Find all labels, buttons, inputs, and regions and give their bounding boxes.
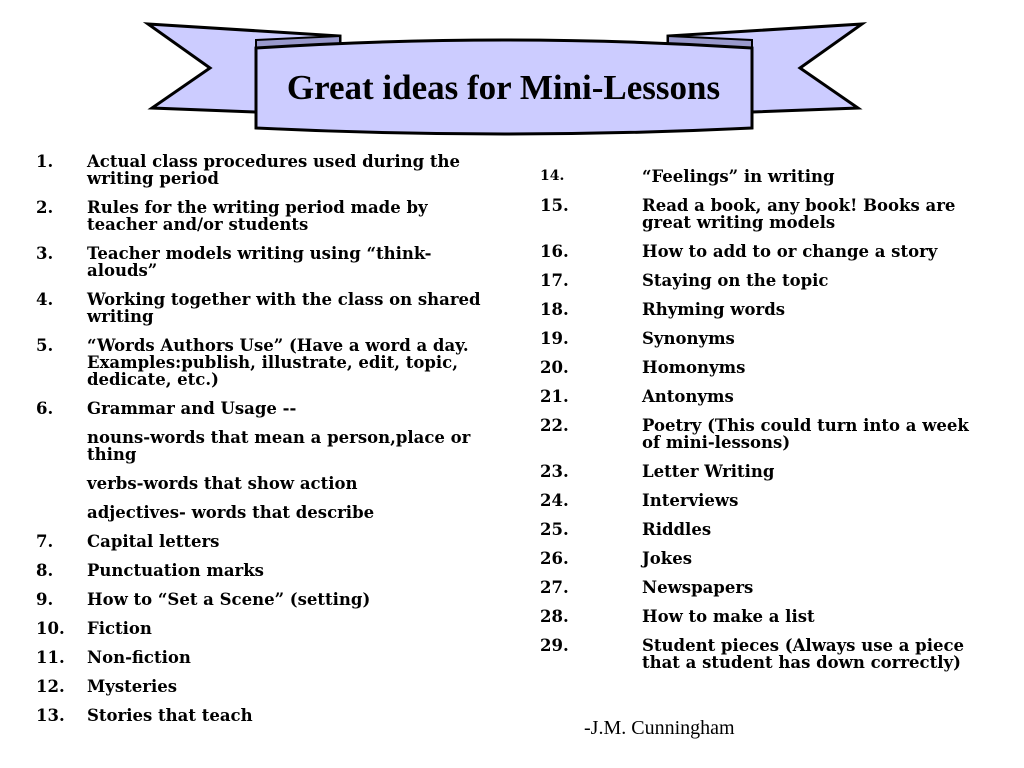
list-item [540, 272, 980, 289]
item-text: Newspapers [642, 578, 754, 597]
list-item [540, 521, 980, 538]
item-number: 4. [36, 290, 54, 309]
page-title: Great ideas for Mini-Lessons [286, 67, 721, 107]
list-item [36, 400, 496, 417]
item-number: 17. [540, 271, 569, 290]
item-text: Student pieces (Always use a piece that a student has down correctly) [642, 636, 965, 672]
list-item [36, 678, 496, 695]
grammar-subitem: verbs-words that show action [87, 474, 358, 493]
item-number: 26. [540, 549, 569, 568]
item-text: Jokes [642, 549, 693, 568]
list-item [540, 168, 980, 185]
title-banner [0, 0, 1024, 150]
item-text: Teacher models writing using “think-alouds” [87, 244, 432, 280]
item-text: Mysteries [87, 677, 178, 696]
list-item [36, 620, 496, 637]
left-column [36, 153, 496, 736]
item-text: Rules for the writing period made by teacher and/or students [87, 198, 428, 234]
item-text: Stories that teach [87, 706, 253, 725]
lesson-list-left-continued [36, 533, 496, 724]
grammar-subitems [36, 429, 496, 521]
item-number: 8. [36, 561, 54, 580]
item-number: 19. [540, 329, 569, 348]
item-number: 21. [540, 387, 569, 406]
list-item [540, 550, 980, 567]
item-text: How to “Set a Scene” (setting) [87, 590, 371, 609]
item-number: 5. [36, 336, 54, 355]
item-number: 11. [36, 648, 65, 667]
item-text: Grammar and Usage -- [87, 399, 297, 418]
list-item [36, 199, 496, 233]
item-text: Letter Writing [642, 462, 775, 481]
right-column [540, 168, 980, 683]
item-number: 12. [36, 677, 65, 696]
list-item [36, 707, 496, 724]
item-text: Antonyms [642, 387, 734, 406]
list-item [540, 579, 980, 596]
item-number: 14. [540, 168, 565, 184]
item-text: Riddles [642, 520, 712, 539]
item-text: Synonyms [642, 329, 735, 348]
item-number: 7. [36, 532, 54, 551]
list-item [540, 330, 980, 347]
item-number: 3. [36, 244, 54, 263]
item-number: 6. [36, 399, 54, 418]
item-text: How to make a list [642, 607, 815, 626]
item-text: “Words Authors Use” (Have a word a day. Examples:publish, illustrate, edit, topic, dedicate, etc.) [87, 336, 469, 389]
item-text: Read a book, any book! Books are great writing models [642, 196, 956, 232]
lesson-list-left [36, 153, 496, 417]
author-signature: -J.M. Cunningham [584, 717, 735, 739]
item-text: Working together with the class on shared writing [87, 290, 481, 326]
item-text: Actual class procedures used during the writing period [87, 152, 460, 188]
item-number: 28. [540, 607, 569, 626]
item-text: Poetry (This could turn into a week of mini-lessons) [642, 416, 969, 452]
item-number: 25. [540, 520, 569, 539]
list-item [540, 417, 980, 451]
grammar-subitem: adjectives- words that describe [87, 503, 375, 522]
item-number: 29. [540, 636, 569, 655]
list-item [36, 649, 496, 666]
item-number: 23. [540, 462, 569, 481]
item-number: 18. [540, 300, 569, 319]
list-item [36, 337, 496, 388]
item-number: 15. [540, 196, 569, 215]
item-text: “Feelings” in writing [642, 167, 835, 186]
lesson-list-right [540, 168, 980, 671]
list-item [540, 463, 980, 480]
list-item [540, 301, 980, 318]
item-text: Homonyms [642, 358, 746, 377]
item-text: Rhyming words [642, 300, 786, 319]
item-number: 2. [36, 198, 54, 217]
list-item [540, 388, 980, 405]
list-item [540, 197, 980, 231]
list-item [540, 637, 980, 671]
item-number: 22. [540, 416, 569, 435]
item-text: Non-fiction [87, 648, 191, 667]
item-number: 16. [540, 242, 569, 261]
list-item [540, 359, 980, 376]
item-text: Punctuation marks [87, 561, 264, 580]
item-text: How to add to or change a story [642, 242, 938, 261]
item-number: 27. [540, 578, 569, 597]
grammar-subitem: nouns-words that mean a person,place or thing [87, 428, 471, 464]
item-text: Interviews [642, 491, 739, 510]
list-item [36, 533, 496, 550]
item-text: Fiction [87, 619, 152, 638]
list-item [36, 591, 496, 608]
item-number: 1. [36, 152, 54, 171]
list-item [540, 243, 980, 260]
item-number: 10. [36, 619, 65, 638]
list-item [36, 291, 496, 325]
item-number: 20. [540, 358, 569, 377]
list-item [36, 562, 496, 579]
item-number: 9. [36, 590, 54, 609]
list-item [36, 245, 496, 279]
list-item [540, 492, 980, 509]
item-number: 13. [36, 706, 65, 725]
item-number: 24. [540, 491, 569, 510]
list-item [540, 608, 980, 625]
item-text: Staying on the topic [642, 271, 829, 290]
item-text: Capital letters [87, 532, 220, 551]
list-item [36, 153, 496, 187]
